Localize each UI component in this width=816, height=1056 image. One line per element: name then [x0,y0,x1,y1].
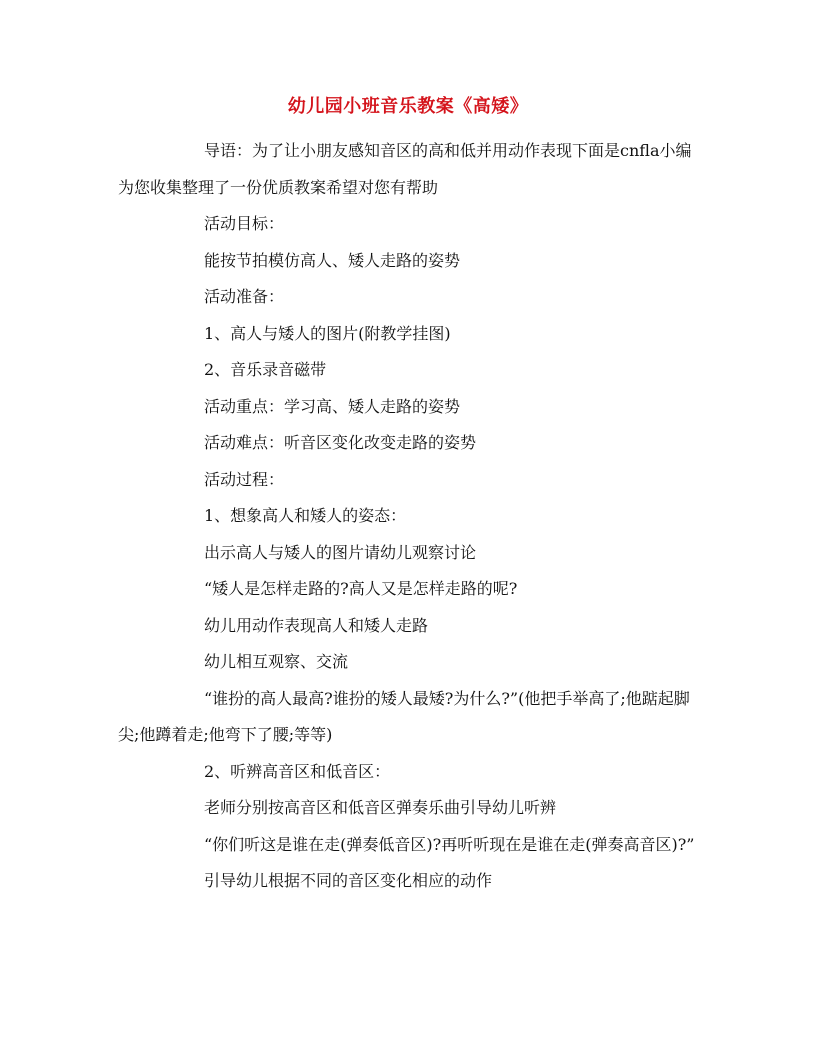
paragraph-step-1-b: 幼儿用动作表现高人和矮人走路 [204,615,429,635]
paragraph-step-2-a: 老师分别按高音区和低音区弹奏乐曲引导幼儿听辨 [204,798,557,817]
paragraph-prep-2: 2、音乐录音磁带 [204,360,327,379]
paragraph-step-1: 1、想象高人和矮人的姿态： [204,506,407,525]
paragraph-difficulty: 活动难点：听音区变化改变走路的姿势 [204,433,477,452]
document-body [118,133,698,900]
paragraph-key-point: 活动重点：学习高、矮人走路的姿势 [204,396,461,416]
paragraph-step-2-b: 引导幼儿根据不同的音区变化相应的动作 [204,871,493,890]
paragraph-prep-1: 1、高人与矮人的图片(附教学挂图) [204,323,451,343]
paragraph-prep-heading: 活动准备： [204,287,285,306]
paragraph-intro: 导语：为了让小朋友感知音区的高和低并用动作表现下面是cnfla小编为您收集整理了一份优质教案希望对您有帮助 [118,141,692,197]
paragraph-process-heading: 活动过程： [204,469,285,489]
paragraph-goal: 能按节拍模仿高人、矮人走路的姿势 [204,250,461,270]
paragraph-step-2-quote: “你们听这是谁在走(弹奏低音区)?再听听现在是谁在走(弹奏高音区)?” [204,834,695,854]
paragraph-goal-heading: 活动目标： [204,214,285,233]
paragraph-step-1-a: 出示高人与矮人的图片请幼儿观察讨论 [204,542,477,562]
paragraph-step-1-quote: “矮人是怎样走路的?高人又是怎样走路的呢? [204,579,518,598]
paragraph-step-1-question: “谁扮的高人最高?谁扮的矮人最矮?为什么?”(他把手举高了;他踮起脚尖;他蹲着走;他弯下了腰;等等) [118,688,690,744]
document-title: 幼儿园小班音乐教案《高矮》 [287,96,529,117]
paragraph-step-2: 2、听辨高音区和低音区： [204,761,391,781]
paragraph-step-1-c: 幼儿相互观察、交流 [204,652,349,671]
